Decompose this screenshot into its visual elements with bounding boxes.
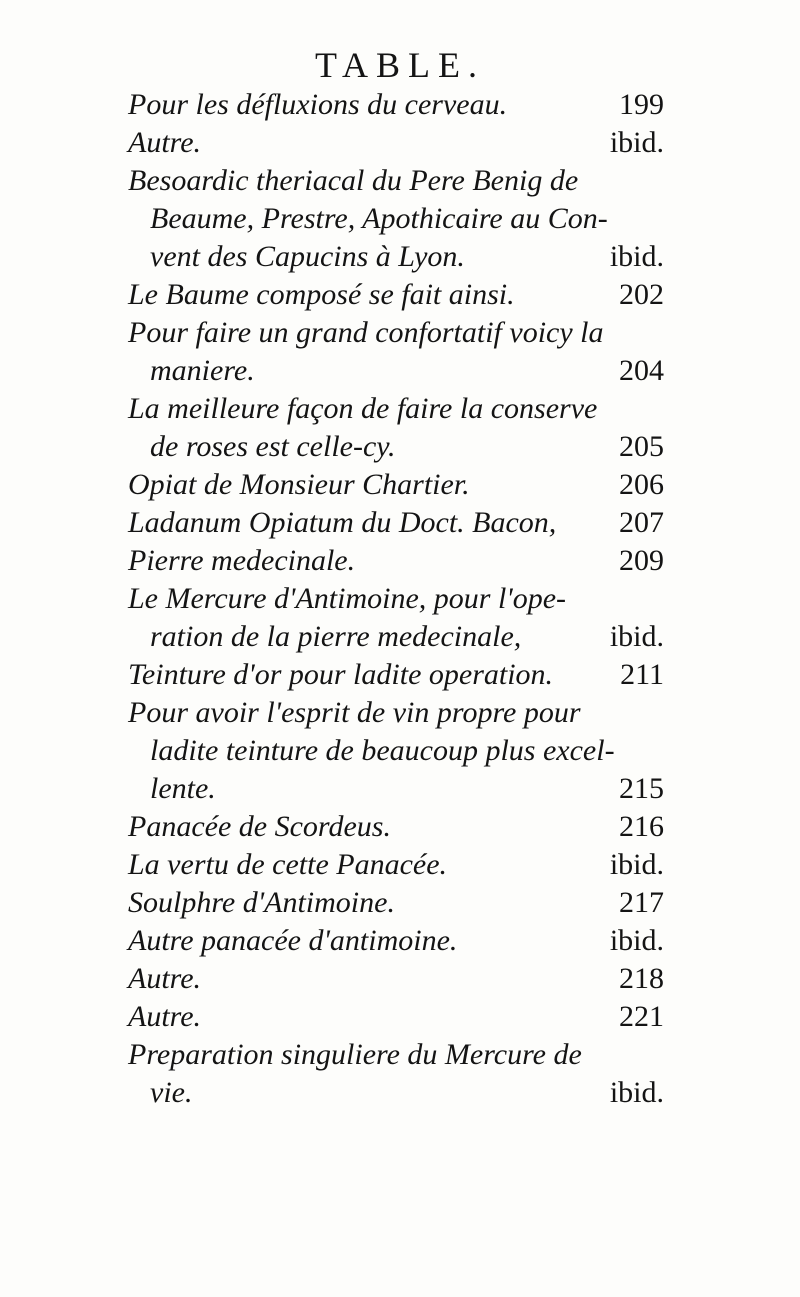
toc-entry-title (128, 694, 664, 732)
toc-entry-title (128, 998, 664, 1036)
toc-entry-title (128, 1036, 664, 1074)
toc-entry-page: ibid. (609, 924, 664, 957)
toc-entry (128, 960, 664, 998)
toc-entry-page: ibid. (609, 1076, 664, 1109)
toc-entry-text: La vertu de cette Panacée. (128, 848, 448, 881)
toc-entry (128, 162, 664, 276)
toc-entry-text: Besoardic theriacal du Pere Benig de (128, 164, 579, 197)
toc-entry-text: Pour avoir l'esprit de vin propre pour (128, 696, 581, 729)
toc-entry-text: Soulphre d'Antimoine. (128, 886, 395, 919)
toc-entry-page: 221 (619, 1000, 664, 1033)
toc-entry-text: ration de la pierre medecinale, (150, 620, 522, 653)
toc-entry-text: Pour les défluxions du cerveau. (128, 88, 508, 121)
toc-entry-page: 218 (619, 962, 664, 995)
toc-entry-page: 209 (619, 544, 664, 577)
toc-entry-text: vie. (150, 1076, 193, 1109)
toc-entry (128, 276, 664, 314)
toc-entry-continuation (128, 428, 664, 466)
toc-entry-text: lente. (150, 772, 216, 805)
toc-entry-text: ladite teinture de beaucoup plus excel- (150, 734, 615, 767)
toc-entry-page: ibid. (609, 848, 664, 881)
toc-entry (128, 694, 664, 808)
toc-entry-continuation (128, 238, 664, 276)
toc-entry-text: Pierre medecinale. (128, 544, 356, 577)
toc-entry-page: 215 (619, 772, 664, 805)
toc-entry-text: La meilleure façon de faire la conserve (128, 392, 598, 425)
toc-entry-title (128, 124, 664, 162)
toc-entry (128, 656, 664, 694)
toc-entry-title (128, 922, 664, 960)
toc-entry-text: Autre. (128, 126, 202, 159)
toc-entry-text: Autre panacée d'antimoine. (128, 924, 458, 957)
toc-entry (128, 998, 664, 1036)
toc-entry-text: Panacée de Scordeus. (128, 810, 391, 843)
toc-entry-page: 207 (619, 506, 664, 539)
toc-entry-title (128, 162, 664, 200)
toc-entry (128, 846, 664, 884)
toc-entry (128, 808, 664, 846)
toc-entry-text: Le Mercure d'Antimoine, pour l'ope- (128, 582, 567, 615)
toc-entry-text: Opiat de Monsieur Chartier. (128, 468, 470, 501)
toc-entry (128, 314, 664, 390)
toc-entry-continuation (128, 732, 664, 770)
toc-entry (128, 542, 664, 580)
toc-entry-page: 216 (619, 810, 664, 843)
toc-entry-title (128, 86, 664, 124)
toc-entry-page: 205 (619, 430, 664, 463)
toc-entry-text: Autre. (128, 1000, 202, 1033)
toc-entry-page: ibid. (609, 240, 664, 273)
toc-entry (128, 922, 664, 960)
toc-entry-text: Teinture d'or pour ladite operation. (128, 658, 554, 691)
toc-entry-title (128, 390, 664, 428)
toc-entry-continuation (128, 352, 664, 390)
toc-entry-text: Beaume, Prestre, Apothicaire au Con- (150, 202, 608, 235)
toc-entry-text: Ladanum Opiatum du Doct. Bacon, (128, 506, 557, 539)
toc-entry (128, 504, 664, 542)
toc-entry-page: 202 (619, 278, 664, 311)
toc-entry-page: 206 (619, 468, 664, 501)
toc-entry-continuation (128, 618, 664, 656)
toc-entry (128, 580, 664, 656)
table-of-contents (128, 86, 664, 1112)
toc-entry-title (128, 466, 664, 504)
toc-entry-page: ibid. (609, 126, 664, 159)
toc-entry-text: maniere. (150, 354, 255, 387)
toc-entry (128, 1036, 664, 1112)
toc-entry-continuation (128, 1074, 664, 1112)
toc-entry-page: 204 (619, 354, 664, 387)
toc-entry (128, 86, 664, 124)
toc-entry (128, 884, 664, 922)
toc-entry-page: ibid. (609, 620, 664, 653)
toc-entry-page: 211 (620, 658, 664, 691)
toc-entry-text: vent des Capucins à Lyon. (150, 240, 465, 273)
toc-entry-continuation (128, 200, 664, 238)
toc-entry-text: Autre. (128, 962, 202, 995)
toc-entry (128, 124, 664, 162)
toc-entry-title (128, 580, 664, 618)
toc-entry-text: Pour faire un grand confortatif voicy la (128, 316, 604, 349)
toc-entry-title (128, 276, 664, 314)
page-heading: TABLE. (314, 45, 486, 85)
toc-entry-title (128, 542, 664, 580)
toc-entry-text: de roses est celle-cy. (150, 430, 396, 463)
toc-entry-title (128, 314, 664, 352)
toc-entry-text: Le Baume composé se fait ainsi. (128, 278, 515, 311)
toc-entry (128, 466, 664, 504)
toc-entry-continuation (128, 770, 664, 808)
toc-entry-title (128, 504, 664, 542)
toc-entry-title (128, 884, 664, 922)
toc-entry-page: 217 (619, 886, 664, 919)
toc-entry-title (128, 808, 664, 846)
toc-entry-page: 199 (619, 88, 664, 121)
toc-entry-text: Preparation singuliere du Mercure de (128, 1038, 582, 1071)
toc-entry-title (128, 846, 664, 884)
toc-entry-title (128, 656, 664, 694)
toc-entry-title (128, 960, 664, 998)
toc-entry (128, 390, 664, 466)
